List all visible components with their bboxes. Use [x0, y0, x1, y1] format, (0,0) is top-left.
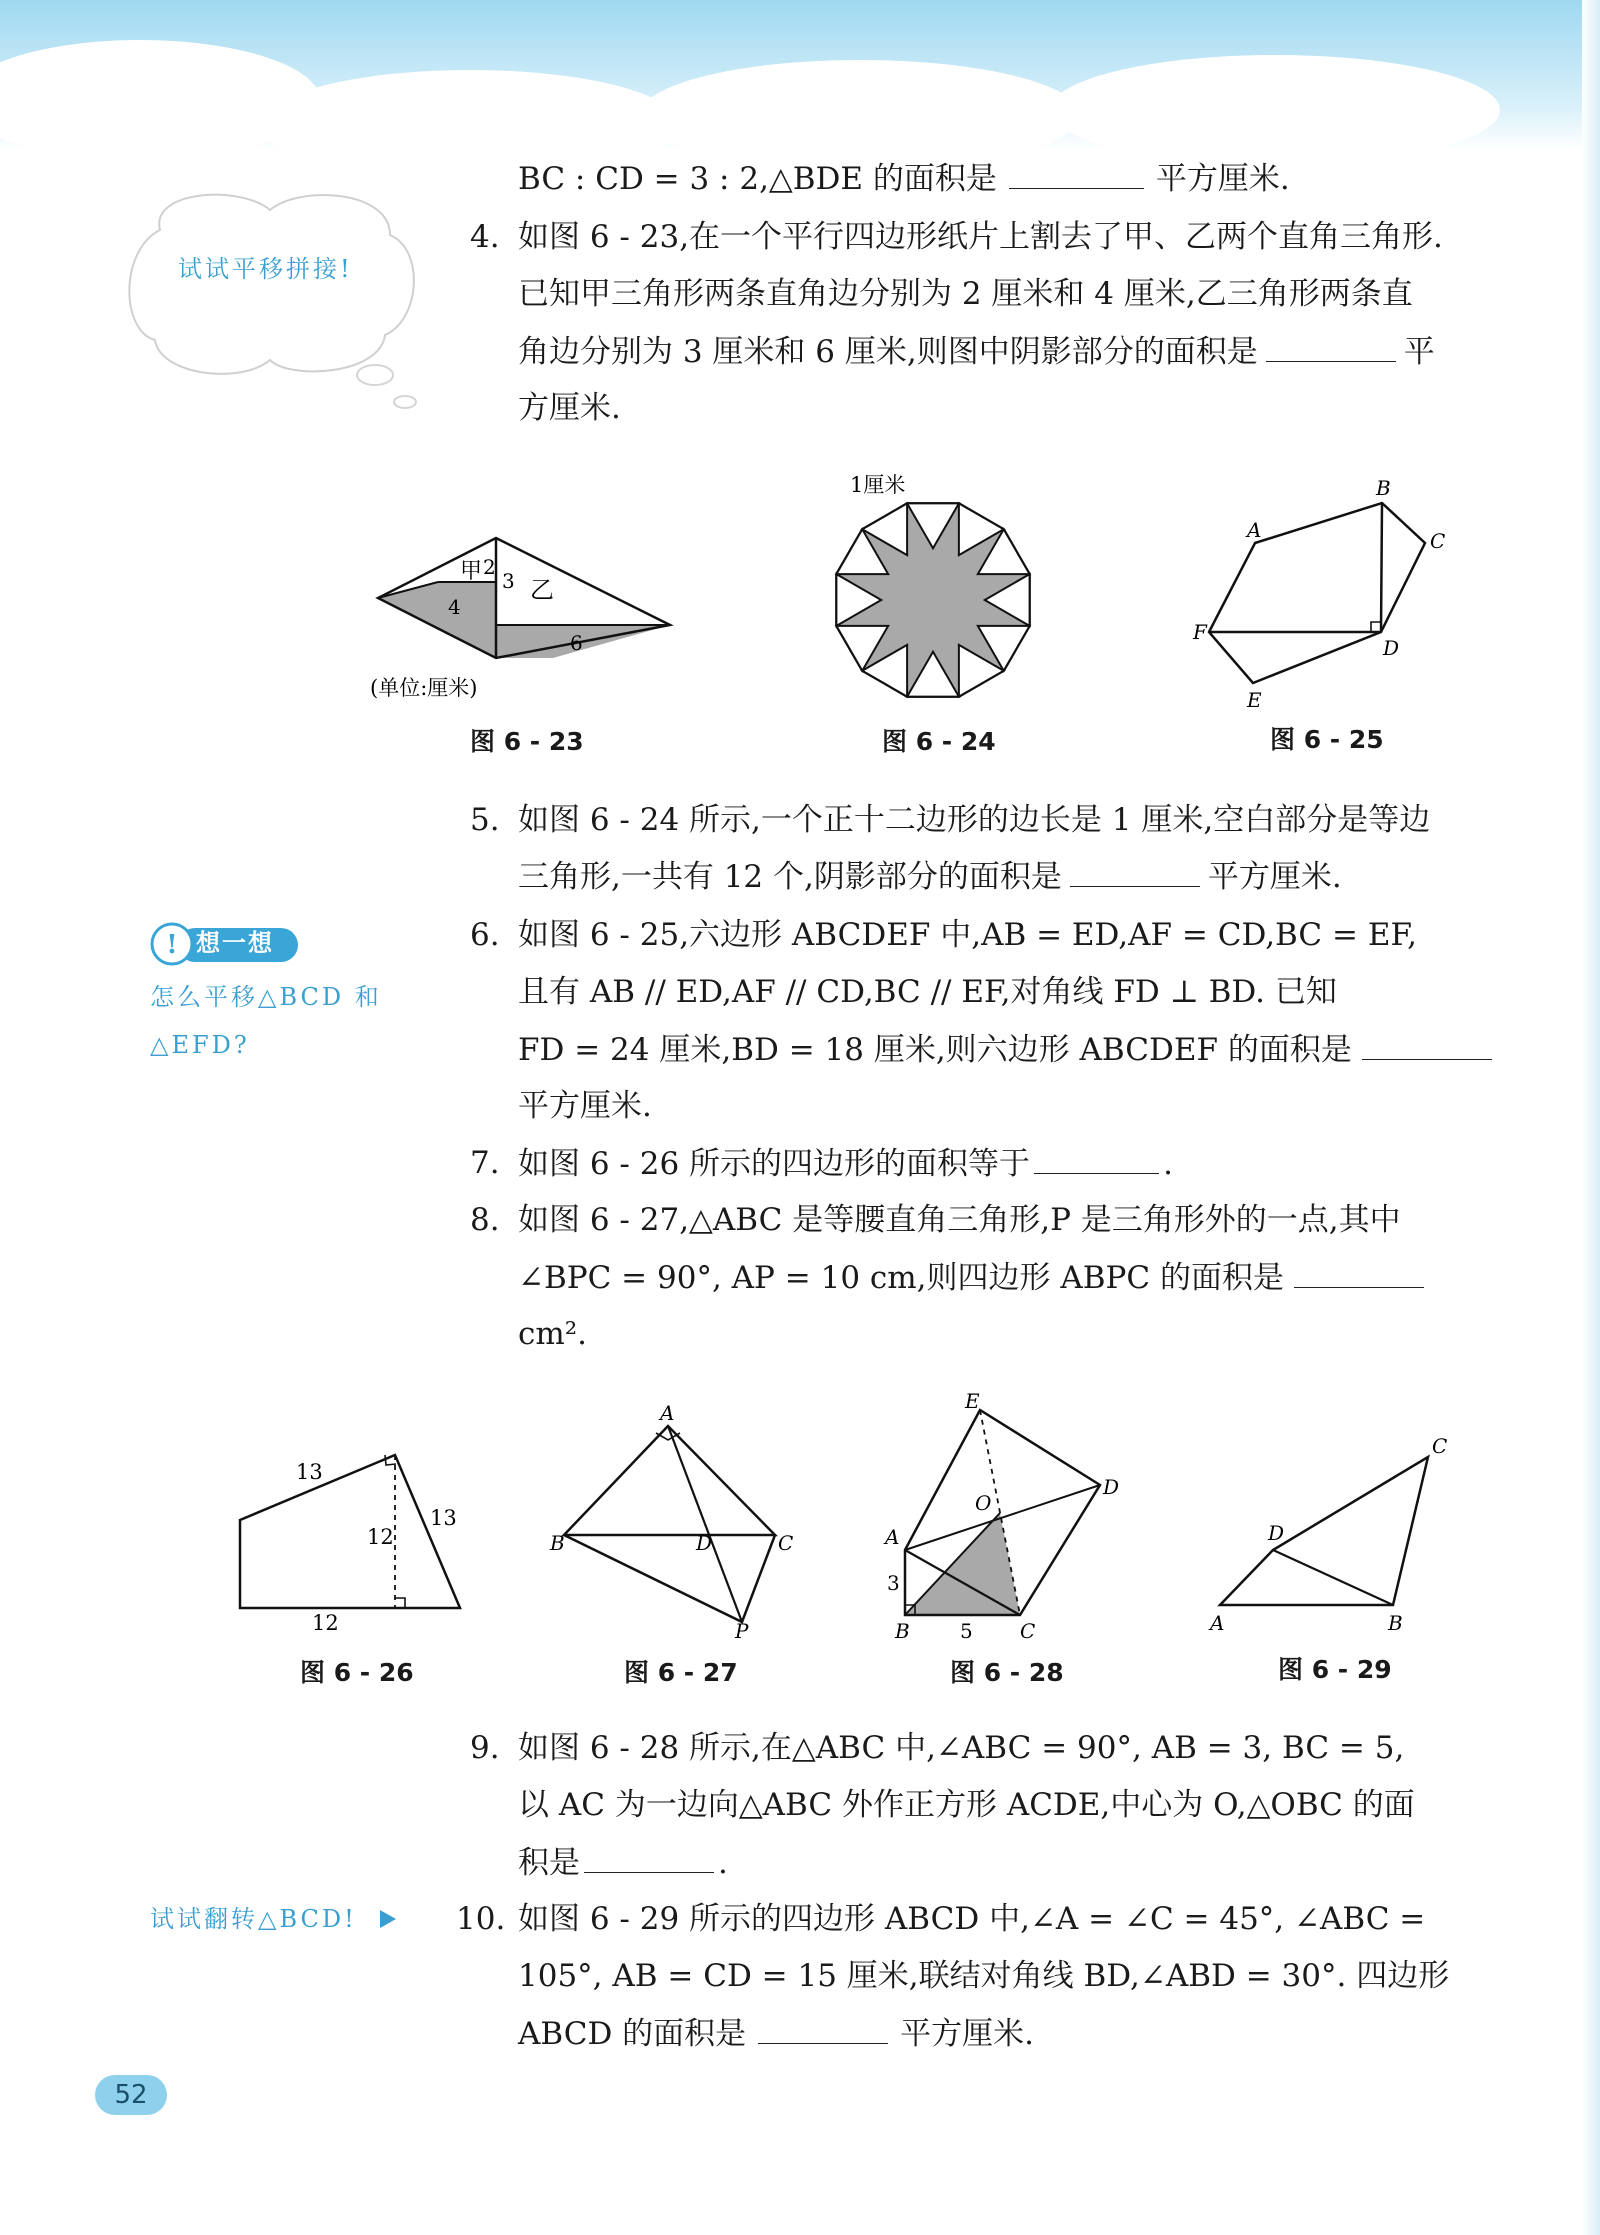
problem-7-number: 7. — [470, 1145, 500, 1181]
problem-4-line-3 — [518, 331, 1435, 372]
unit-label: (单位:厘米) — [370, 676, 478, 700]
vertex-D: D — [696, 1531, 713, 1555]
think-text-1: 怎么平移△BCD 和 — [150, 983, 382, 1011]
answer-blank[interactable] — [1266, 331, 1396, 362]
answer-blank[interactable] — [758, 2013, 888, 2044]
vertex-B: B — [895, 1619, 910, 1643]
vertex-B: B — [550, 1531, 565, 1555]
problem-7-end: . — [1163, 1146, 1173, 1182]
label-3: 3 — [502, 569, 515, 593]
problem-6-number: 6. — [470, 917, 500, 953]
vertex-A: A — [1247, 518, 1262, 542]
speech-bubble-text: 试试平移拼接! — [178, 255, 353, 283]
answer-blank[interactable] — [1294, 1257, 1424, 1288]
label-6: 6 — [570, 631, 583, 655]
problem-8-line-1: 如图 6 - 27,△ABC 是等腰直角三角形,P 是三角形外的一点,其中 — [518, 1202, 1401, 1238]
vertex-A: A — [885, 1525, 900, 1549]
problem-7-line — [518, 1143, 1173, 1184]
problem-6-line-3 — [518, 1029, 1492, 1070]
vertex-D: D — [1268, 1521, 1285, 1545]
label-2: 2 — [483, 555, 496, 579]
vertex-D: D — [1103, 1475, 1120, 1499]
vertex-C: C — [1020, 1619, 1036, 1643]
problem-10-line-1: 如图 6 - 29 所示的四边形 ABCD 中,∠A = ∠C = 45°, ∠ABC = — [518, 1901, 1426, 1937]
problem-9-line-3-end: . — [718, 1845, 728, 1881]
problem-6-line-4: 平方厘米. — [518, 1088, 652, 1124]
problem-8-line-3: cm². — [518, 1316, 588, 1352]
label-yi: 乙 — [530, 576, 554, 604]
think-badge: 想一想 — [196, 929, 274, 957]
vertex-E: E — [965, 1389, 980, 1413]
problem-9-number: 9. — [470, 1730, 500, 1766]
vertex-O: O — [975, 1491, 992, 1515]
label-jia: 甲 — [460, 559, 483, 584]
problem-10-number: 10. — [456, 1901, 506, 1937]
problem-4-line-3-end: 平 — [1403, 334, 1435, 370]
label-right-13: 13 — [430, 1506, 457, 1530]
speech-bubble — [120, 190, 440, 420]
problem-8-line-2 — [518, 1257, 1424, 1298]
problem-8-number: 8. — [470, 1202, 500, 1238]
page-number: 52 — [95, 2075, 167, 2115]
problem-9-line-3 — [518, 1842, 728, 1883]
problem-9-line-1: 如图 6 - 28 所示,在△ABC 中,∠ABC = 90°, AB = 3, BC = 5, — [518, 1730, 1405, 1766]
figure-6-29 — [1200, 1425, 1460, 1635]
figure-6-27 — [550, 1400, 800, 1643]
problem-5-line-2 — [518, 856, 1342, 897]
answer-blank[interactable] — [1034, 1143, 1159, 1174]
problem-4-line-2: 已知甲三角形两条直角边分别为 2 厘米和 4 厘米,乙三角形两条直 — [518, 276, 1413, 312]
problem-10-line-2: 105°, AB = CD = 15 厘米,联结对角线 BD,∠ABD = 30°. 四边形 — [518, 1958, 1450, 1994]
figure-6-26 — [230, 1440, 480, 1635]
problem-10-line-3-text: ABCD 的面积是 — [518, 2016, 747, 2052]
answer-blank[interactable] — [1009, 158, 1144, 189]
answer-blank[interactable] — [1070, 856, 1200, 887]
top-line — [518, 158, 1290, 199]
figure-6-29-caption: 图 6 - 29 — [1278, 1655, 1392, 1684]
figure-6-24-caption: 图 6 - 24 — [882, 727, 996, 756]
vertex-B: B — [1388, 1611, 1403, 1635]
figure-6-25 — [1185, 475, 1465, 710]
figure-6-25-caption: 图 6 - 25 — [1270, 725, 1384, 754]
problem-6-line-3-text: FD = 24 厘米,BD = 18 厘米,则六边形 ABCDEF 的面积是 — [518, 1032, 1352, 1068]
vertex-A: A — [1210, 1611, 1225, 1635]
problem-4-line-1: 如图 6 - 23,在一个平行四边形纸片上割去了甲、乙两个直角三角形. — [518, 219, 1443, 255]
vertex-D: D — [1383, 636, 1400, 660]
problem-4-number: 4. — [470, 219, 500, 255]
think-text-2: △EFD? — [150, 1031, 250, 1059]
figure-6-24 — [820, 465, 1050, 715]
cloud — [640, 60, 1080, 170]
top-line-end: 平方厘米. — [1155, 161, 1290, 197]
label-top-13: 13 — [296, 1460, 323, 1484]
side-length-label: 1厘米 — [850, 473, 906, 497]
answer-blank[interactable] — [1362, 1029, 1492, 1060]
problem-9-line-3-text: 积是 — [518, 1845, 580, 1881]
svg-text:!: ! — [166, 930, 178, 960]
problem-7-text: 如图 6 - 26 所示的四边形的面积等于 — [518, 1146, 1031, 1182]
problem-5-line-2-end: 平方厘米. — [1207, 859, 1342, 895]
vertex-C: C — [1430, 529, 1446, 553]
label-3: 3 — [887, 1571, 900, 1595]
flip-hint: 试试翻转△BCD! — [150, 1905, 357, 1933]
top-line-text: BC : CD = 3 : 2,△BDE 的面积是 — [518, 161, 997, 197]
figure-6-28 — [875, 1389, 1125, 1643]
label-5: 5 — [960, 1619, 973, 1643]
figure-6-23-caption: 图 6 - 23 — [470, 727, 584, 756]
problem-8-line-2-text: ∠BPC = 90°, AP = 10 cm,则四边形 ABPC 的面积是 — [518, 1260, 1284, 1296]
cloud — [1050, 55, 1500, 165]
label-4: 4 — [448, 595, 461, 619]
figure-6-26-caption: 图 6 - 26 — [300, 1658, 414, 1687]
figure-6-23 — [370, 530, 680, 710]
problem-4-line-4: 方厘米. — [518, 390, 621, 426]
problem-10-line-3 — [518, 2013, 1034, 2054]
problem-5-line-2-text: 三角形,一共有 12 个,阴影部分的面积是 — [518, 859, 1062, 895]
label-height-12: 12 — [367, 1525, 394, 1549]
arrow-right-icon — [380, 1910, 396, 1928]
figure-6-28-caption: 图 6 - 28 — [950, 1658, 1064, 1687]
figure-6-27-caption: 图 6 - 27 — [624, 1658, 738, 1687]
problem-4-line-3-text: 角边分别为 3 厘米和 6 厘米,则图中阴影部分的面积是 — [518, 334, 1258, 370]
vertex-A: A — [660, 1401, 675, 1425]
problem-9-line-2: 以 AC 为一边向△ABC 外作正方形 ACDE,中心为 O,△OBC 的面 — [518, 1787, 1415, 1823]
problem-5-number: 5. — [470, 802, 500, 838]
answer-blank[interactable] — [584, 1842, 714, 1873]
problem-6-line-2: 且有 AB // ED,AF // CD,BC // EF,对角线 FD ⊥ BD. 已知 — [518, 974, 1337, 1010]
label-bottom-12: 12 — [312, 1611, 339, 1635]
vertex-C: C — [1432, 1434, 1448, 1458]
problem-10-line-3-end: 平方厘米. — [900, 2016, 1035, 2052]
problem-5-line-1: 如图 6 - 24 所示,一个正十二边形的边长是 1 厘米,空白部分是等边 — [518, 802, 1431, 838]
page-edge — [1582, 0, 1600, 2235]
vertex-P: P — [735, 1619, 749, 1643]
vertex-C: C — [778, 1531, 794, 1555]
vertex-E: E — [1247, 688, 1262, 712]
vertex-B: B — [1376, 476, 1391, 500]
vertex-F: F — [1193, 620, 1207, 644]
problem-6-line-1: 如图 6 - 25,六边形 ABCDEF 中,AB = ED,AF = CD,BC = EF, — [518, 917, 1417, 953]
